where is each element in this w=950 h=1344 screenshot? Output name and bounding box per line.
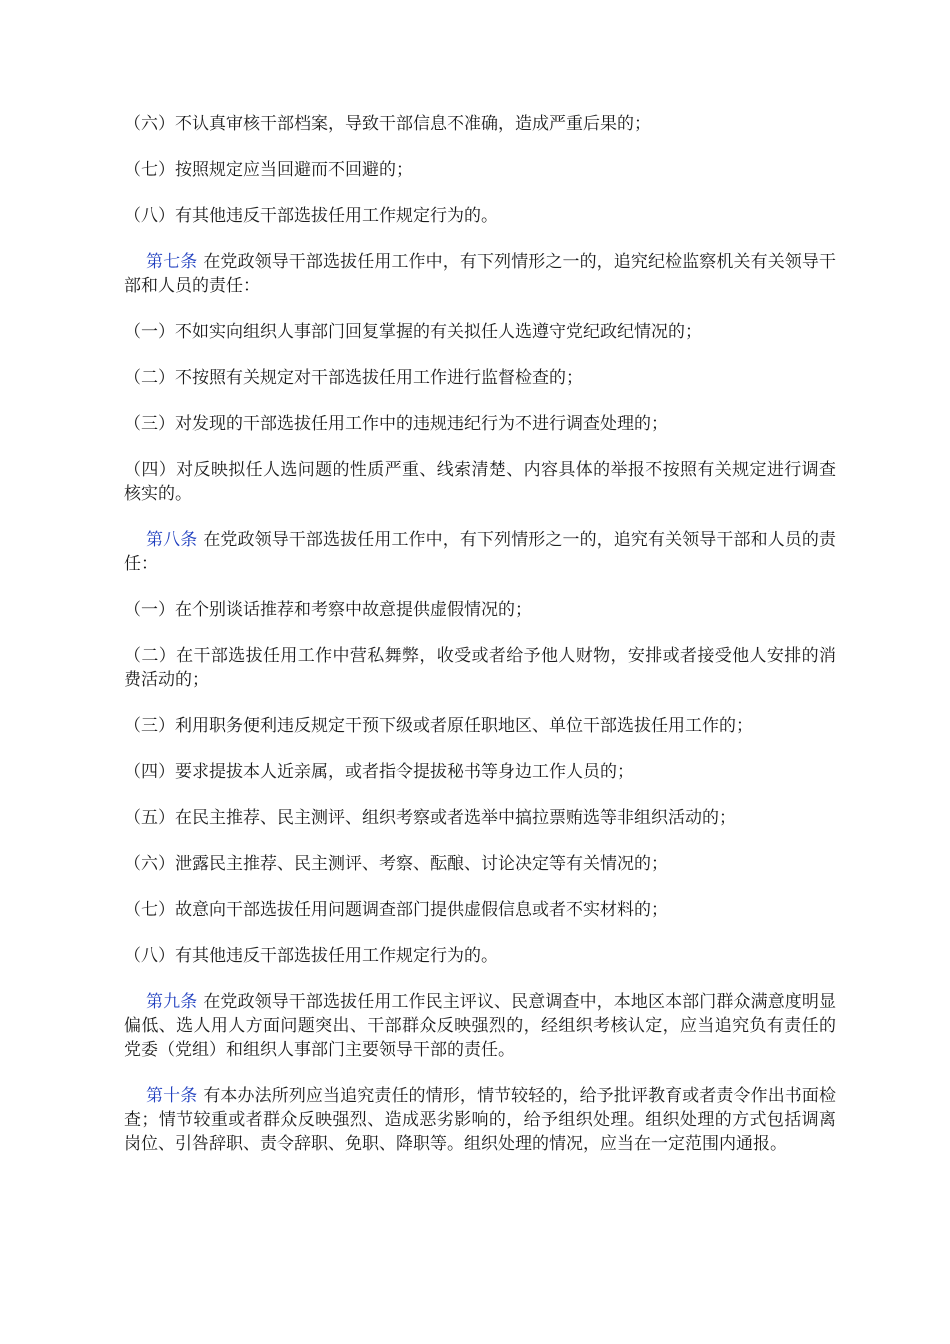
- article-8: [124, 528, 836, 576]
- list-item: （八）有其他违反干部选拔任用工作规定行为的。: [124, 946, 498, 966]
- list-item: （二）不按照有关规定对干部选拔任用工作进行监督检查的；: [124, 368, 583, 388]
- list-item: （四）要求提拔本人近亲属，或者指令提拔秘书等身边工作人员的；: [124, 762, 634, 782]
- article-7: [124, 250, 836, 298]
- list-item: （三）利用职务便利违反规定干预下级或者原任职地区、单位干部选拔任用工作的；: [124, 716, 753, 736]
- article-text: 在党政领导干部选拔任用工作中，有下列情形之一的，追究纪检监察机关有关领导干部和人员的责任：: [124, 252, 837, 296]
- list-item: （六）不认真审核干部档案，导致干部信息不准确，造成严重后果的；: [124, 114, 651, 134]
- list-item: （七）故意向干部选拔任用问题调查部门提供虚假信息或者不实材料的；: [124, 900, 668, 920]
- list-item: （一）不如实向组织人事部门回复掌握的有关拟任人选遵守党纪政纪情况的；: [124, 322, 702, 342]
- article-text: 有本办法所列应当追究责任的情形，情节较轻的，给予批评教育或者责令作出书面检查；情节较重或者群众反映强烈、造成恶劣影响的，给予组织处理。组织处理的方式包括调离岗位、引咎辞职、责令辞职、免职、降职等。组织处理的情况，应当在一定范围内通报。: [124, 1086, 837, 1154]
- article-9: [124, 990, 836, 1062]
- article-label: 第七条: [146, 252, 198, 272]
- list-item: （七）按照规定应当回避而不回避的；: [124, 160, 413, 180]
- list-item: （四）对反映拟任人选问题的性质严重、线索清楚、内容具体的举报不按照有关规定进行调查核实的。: [124, 460, 836, 504]
- article-text: 在党政领导干部选拔任用工作中，有下列情形之一的，追究有关领导干部和人员的责任：: [124, 530, 837, 574]
- article-label: 第九条: [146, 992, 198, 1012]
- article-10: [124, 1084, 836, 1156]
- article-text: 在党政领导干部选拔任用工作民主评议、民意调查中，本地区本部门群众满意度明显偏低、选人用人方面问题突出、干部群众反映强烈的，经组织考核认定，应当追究负有责任的党委（党组）和组织人事部门主要领导干部的责任。: [124, 992, 837, 1060]
- list-item: （五）在民主推荐、民主测评、组织考察或者选举中搞拉票贿选等非组织活动的；: [124, 808, 736, 828]
- list-item: （八）有其他违反干部选拔任用工作规定行为的。: [124, 206, 498, 226]
- list-item: （六）泄露民主推荐、民主测评、考察、酝酿、讨论决定等有关情况的；: [124, 854, 668, 874]
- list-item: （三）对发现的干部选拔任用工作中的违规违纪行为不进行调查处理的；: [124, 414, 668, 434]
- article-label: 第八条: [146, 530, 198, 550]
- list-item: （一）在个别谈话推荐和考察中故意提供虚假情况的；: [124, 600, 532, 620]
- article-label: 第十条: [146, 1086, 198, 1106]
- document-page: [124, 112, 836, 1156]
- list-item: （二）在干部选拔任用工作中营私舞弊，收受或者给予他人财物，安排或者接受他人安排的消费活动的；: [124, 646, 836, 690]
